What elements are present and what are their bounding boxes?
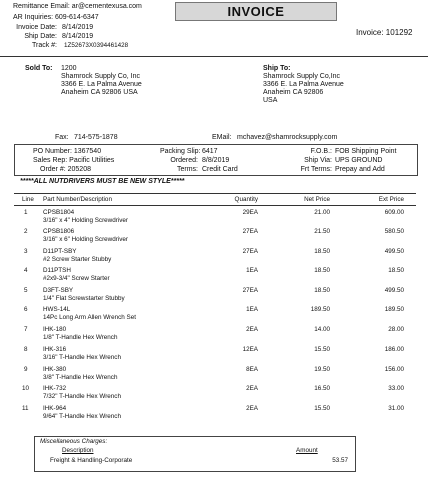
row-ext: 189.50: [384, 306, 404, 313]
sold-to-line: Anaheim CA 92806 USA: [61, 89, 138, 96]
row-desc: 3/8" T-Handle Hex Wrench: [43, 374, 118, 381]
row-line: 4: [24, 267, 28, 274]
row-net: 15.50: [314, 346, 330, 353]
ordered-label: Ordered:: [170, 157, 198, 164]
row-part: IHK-732: [43, 385, 67, 392]
fob: FOB Shipping Point: [335, 148, 397, 155]
order-number: Order #: 205208: [40, 166, 91, 173]
row-qty: 27EA: [242, 287, 258, 294]
row-part: IHK-316: [43, 346, 67, 353]
row-ext: 28.00: [388, 326, 404, 333]
frt-terms: Prepay and Add: [335, 166, 385, 173]
row-qty: 1EA: [246, 267, 258, 274]
row-ext: 31.00: [388, 405, 404, 412]
col-header-quantity: Quantity: [234, 196, 258, 203]
header-divider: [0, 56, 428, 57]
ship-to-line: 3366 E. La Palma Avenue: [263, 81, 344, 88]
col-header-part: Part Number/Description: [43, 196, 112, 203]
row-qty: 27EA: [242, 248, 258, 255]
sales-rep: Sales Rep: Pacific Utilities: [33, 157, 115, 164]
packing-slip-label: Packing Slip:: [160, 148, 201, 155]
row-desc: #2 Screw Starter Stubby: [43, 256, 112, 263]
packing-slip: 6417: [202, 148, 218, 155]
row-ext: 156.00: [384, 366, 404, 373]
track-label: Track #:: [31, 42, 57, 49]
row-qty: 1EA: [246, 306, 258, 313]
frt-terms-label: Frt Terms:: [300, 166, 332, 173]
ship-via: UPS GROUND: [335, 157, 383, 164]
row-qty: 8EA: [246, 366, 258, 373]
row-qty: 2EA: [246, 326, 258, 333]
row-desc: 9/64" T-Handle Hex Wrench: [43, 413, 121, 420]
row-desc: #2x9-3/4" Screw Starter: [43, 275, 110, 282]
row-line: 7: [24, 326, 28, 333]
ar-inquiries: AR Inquiries: 609-614-6347: [13, 14, 99, 21]
row-net: 189.50: [310, 306, 330, 313]
row-net: 21.00: [314, 209, 330, 216]
table-header-rule: [14, 205, 416, 206]
row-qty: 2EA: [246, 405, 258, 412]
invoice-number: Invoice: 101292: [356, 28, 413, 37]
row-line: 5: [24, 287, 28, 294]
col-header-ext-price: Ext Price: [378, 196, 404, 203]
row-part: HWS-14L: [43, 306, 71, 313]
row-part: CPSB1806: [43, 228, 75, 235]
invoice-date-label: Invoice Date:: [16, 24, 57, 31]
misc-desc-header: Description: [62, 447, 94, 454]
row-line: 2: [24, 228, 28, 235]
row-line: 6: [24, 306, 28, 313]
nutdriver-notice: *****ALL NUTDRIVERS MUST BE NEW STYLE*****: [20, 178, 185, 185]
row-line: 10: [22, 385, 30, 392]
row-part: IHK-964: [43, 405, 67, 412]
row-ext: 499.50: [384, 287, 404, 294]
row-net: 15.50: [314, 405, 330, 412]
row-desc: 3/16" x 6" Holding Screwdriver: [43, 236, 128, 243]
row-line: 1: [24, 209, 28, 216]
row-part: IHK-180: [43, 326, 67, 333]
fax-number: 714-575-1878: [74, 134, 118, 141]
fob-label: F.O.B.:: [310, 148, 332, 155]
misc-charges-title: Miscellaneous Charges:: [40, 438, 108, 445]
row-net: 19.50: [314, 366, 330, 373]
row-qty: 27EA: [242, 228, 258, 235]
po-number: PO Number: 1367540: [33, 148, 102, 155]
row-net: 18.50: [314, 287, 330, 294]
email-label: EMail:: [212, 134, 232, 141]
invoice-title: INVOICE: [175, 2, 337, 21]
row-desc: 1/8" T-Handle Hex Wrench: [43, 334, 118, 341]
row-desc: 7/32" T-Handle Hex Wrench: [43, 393, 121, 400]
row-ext: 186.00: [384, 346, 404, 353]
email-address: mchavez@shamrocksupply.com: [237, 134, 338, 141]
row-desc: 3/16" x 4" Holding Screwdriver: [43, 217, 128, 224]
misc-amount-header: Amount: [296, 447, 318, 454]
row-part: IHK-380: [43, 366, 67, 373]
row-qty: 29EA: [242, 209, 258, 216]
tracking-number: 1Z52673X0394461428: [64, 42, 129, 49]
misc-item-desc: Freight & Handling-Corporate: [50, 457, 133, 464]
row-net: 18.50: [314, 248, 330, 255]
invoice-date: 8/14/2019: [62, 24, 94, 31]
ordered-date: 8/8/2019: [202, 157, 230, 164]
misc-item-amount: 53.57: [332, 457, 348, 464]
row-ext: 18.50: [388, 267, 404, 274]
row-qty: 12EA: [242, 346, 258, 353]
fax-label: Fax:: [55, 134, 69, 141]
ship-to-label: Ship To:: [263, 65, 291, 72]
row-ext: 33.00: [388, 385, 404, 392]
row-ext: 609.00: [384, 209, 404, 216]
col-header-line: Line: [22, 196, 34, 203]
row-ext: 580.50: [384, 228, 404, 235]
terms-label: Terms:: [177, 166, 198, 173]
row-net: 18.50: [314, 267, 330, 274]
ship-to-line: Anaheim CA 92806: [263, 89, 324, 96]
row-part: D3FT-SBY: [43, 287, 74, 294]
table-top-rule: [14, 193, 416, 194]
row-line: 3: [24, 248, 28, 255]
ship-date: 8/14/2019: [62, 33, 94, 40]
sold-to-line: 1200: [61, 65, 77, 72]
row-desc: 3/16" T-Handle Hex Wrench: [43, 354, 121, 361]
remittance-email: Remittance Email: ar@cementexusa.com: [13, 3, 142, 10]
col-header-net-price: Net Price: [304, 196, 330, 203]
ship-to-line: Shamrock Supply Co,Inc: [263, 73, 341, 80]
row-part: D11PT-SBY: [43, 248, 77, 255]
row-qty: 2EA: [246, 385, 258, 392]
row-line: 9: [24, 366, 28, 373]
row-line: 11: [22, 405, 29, 412]
row-ext: 499.50: [384, 248, 404, 255]
terms: Credit Card: [202, 166, 238, 173]
ship-to-line: USA: [263, 97, 278, 104]
sold-to-line: 3366 E. La Palma Avenue: [61, 81, 142, 88]
row-part: CPSB1804: [43, 209, 75, 216]
ship-via-label: Ship Via:: [304, 157, 332, 164]
row-desc: 14Pc Long Arm Allen Wrench Set: [43, 314, 136, 321]
row-line: 8: [24, 346, 28, 353]
row-desc: 1/4" Flat Screwstarter Stubby: [43, 295, 125, 302]
row-net: 21.50: [314, 228, 330, 235]
sold-to-label: Sold To:: [25, 65, 53, 72]
row-part: D11PTSH: [43, 267, 71, 274]
ship-date-label: Ship Date:: [24, 33, 57, 40]
row-net: 14.00: [314, 326, 330, 333]
sold-to-line: Shamrock Supply Co, Inc: [61, 73, 140, 80]
row-net: 16.50: [314, 385, 330, 392]
